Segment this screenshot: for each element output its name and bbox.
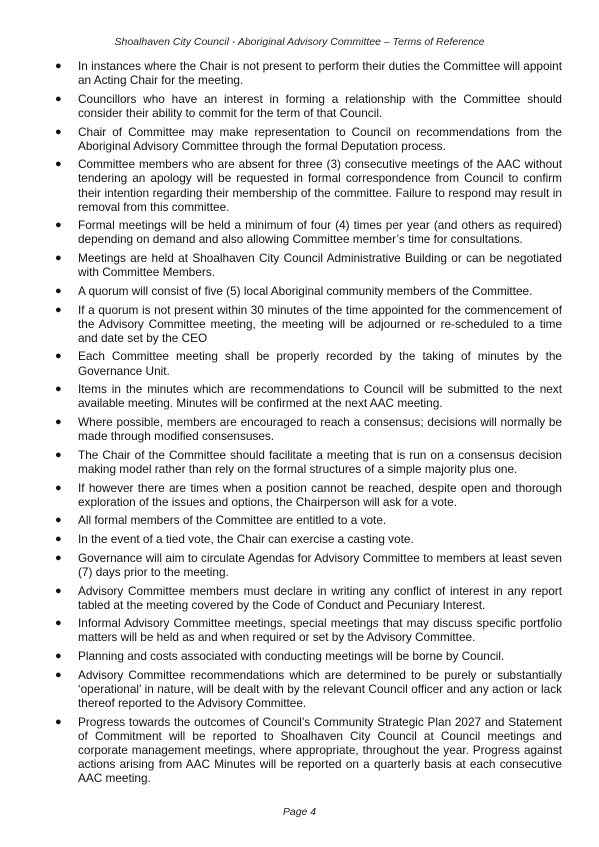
running-header: Shoalhaven City Council - Aboriginal Advisory Committee – Terms of Reference	[114, 36, 485, 48]
list-item	[54, 448, 562, 476]
bullet-icon: ●	[55, 514, 62, 527]
list-item	[54, 532, 562, 546]
bullet-icon: ●	[55, 219, 62, 232]
list-item	[54, 513, 562, 527]
list-item-text: In the event of a tied vote, the Chair can exercise a casting vote.	[78, 532, 414, 547]
list-item	[54, 218, 562, 246]
list-item-text: Each Committee meeting shall be properly recorded by the taking of minutes by the Governance Unit.	[78, 349, 562, 378]
list-item-text: Meetings are held at Shoalhaven City Council Administrative Building or can be negotiated with Committee Members.	[78, 251, 562, 280]
list-item-text: Advisory Committee members must declare in writing any conflict of interest in any report tabled at the meeting covered by the Code of Conduct and Pecuniary Interest.	[78, 583, 562, 612]
list-item	[54, 303, 562, 345]
list-item-text: Governance will aim to circulate Agendas for Advisory Committee to members at least seven (7) days prior to the meeting.	[78, 550, 562, 579]
list-item	[54, 251, 562, 279]
list-item	[54, 584, 562, 612]
list-item	[54, 59, 562, 87]
page-number: Page 4	[282, 806, 317, 818]
bullet-icon: ●	[55, 60, 62, 72]
list-item-text: Advisory Committee recommendations which are determined to be purely or substantially ‘operational’ in nature, will be dealt with by the relevant Council officer and any action or lack thereof reported to the Advisory Committee.	[78, 667, 562, 710]
list-item-text: The Chair of the Committee should facilitate a meeting that is run on a consensus decision making model rather than rely on the formal structures of a simple majority plus one.	[78, 447, 562, 476]
list-item-text: All formal members of the Committee are entitled to a vote.	[78, 513, 387, 528]
bullet-icon: ●	[55, 448, 62, 461]
bullet-icon: ●	[55, 252, 62, 265]
terms-bullet-list	[54, 59, 562, 790]
bullet-icon: ●	[55, 481, 62, 494]
list-item-text: Councillors who have an interest in forming a relationship with the Committee should consider their ability to commit for the term of that Council.	[78, 91, 562, 120]
list-item	[54, 284, 562, 298]
list-item	[54, 668, 562, 710]
bullet-icon: ●	[55, 650, 62, 663]
list-item	[54, 715, 562, 785]
list-item-text: A quorum will consist of five (5) local Aboriginal community members of the Committee.	[78, 283, 533, 298]
bullet-icon: ●	[55, 551, 62, 564]
list-item	[54, 92, 562, 120]
bullet-icon: ●	[55, 533, 62, 546]
list-item-text: Informal Advisory Committee meetings, special meetings that may discuss specific portfolio matters will be held as and when required or set by the Advisory Committee.	[78, 616, 562, 645]
list-item-text: Planning and costs associated with conducting meetings will be borne by Council.	[78, 649, 505, 664]
bullet-icon: ●	[55, 383, 62, 396]
bullet-icon: ●	[55, 284, 62, 297]
list-item-text: Progress towards the outcomes of Council’s Community Strategic Plan 2027 and Statement of Commitment will be reported to Shoalhaven City Council at Council meetings and corporate management meetings, where appropriate, throughout the year. Progress against actions arising from AAC Minutes will be reported on a quarterly basis at each consecutive AAC meeting.	[78, 714, 562, 785]
bullet-icon: ●	[55, 617, 62, 630]
list-item-text: If a quorum is not present within 30 minutes of the time appointed for the commencement of the Advisory Committee meeting, the meeting will be adjourned or re-scheduled to a time and date set by the CEO	[78, 302, 562, 345]
list-item	[54, 382, 562, 410]
list-item	[54, 415, 562, 443]
bullet-icon: ●	[55, 350, 62, 363]
list-item-text: Committee members who are absent for three (3) consecutive meetings of the AAC without tendering an apology will be requested in formal correspondence from Council to confirm their intention regarding their membership of the committee. Failure to respond may result in removal from this committee.	[78, 157, 562, 214]
list-item	[54, 157, 562, 213]
list-item-text: Chair of Committee may make representation to Council on recommendations from the Aboriginal Advisory Committee through the formal Deputation process.	[78, 124, 562, 153]
list-item	[54, 349, 562, 377]
bullet-icon: ●	[55, 92, 62, 105]
list-item	[54, 481, 562, 509]
bullet-icon: ●	[55, 125, 62, 138]
list-item-text: If however there are times when a position cannot be reached, despite open and thorough exploration of the issues and options, the Chairperson will ask for a vote.	[78, 480, 562, 509]
list-item	[54, 616, 562, 644]
list-item-text: Where possible, members are encouraged to reach a consensus; decisions will normally be made through modified consensuses.	[78, 415, 562, 444]
list-item-text: In instances where the Chair is not present to perform their duties the Committee will appoint an Acting Chair for the meeting.	[78, 59, 562, 88]
bullet-icon: ●	[55, 668, 62, 681]
list-item-text: Items in the minutes which are recommendations to Council will be submitted to the next available meeting. Minutes will be confirmed at the next AAC meeting.	[78, 382, 562, 411]
bullet-icon: ●	[55, 715, 62, 728]
list-item	[54, 125, 562, 153]
bullet-icon: ●	[55, 416, 62, 428]
bullet-icon: ●	[55, 158, 62, 171]
list-item	[54, 551, 562, 579]
bullet-icon: ●	[55, 584, 62, 597]
list-item-text: Formal meetings will be held a minimum of four (4) times per year (and others as required) depending on demand and also allowing Committee member’s time for consultations.	[78, 218, 562, 247]
list-item	[54, 649, 562, 663]
bullet-icon: ●	[55, 303, 62, 316]
